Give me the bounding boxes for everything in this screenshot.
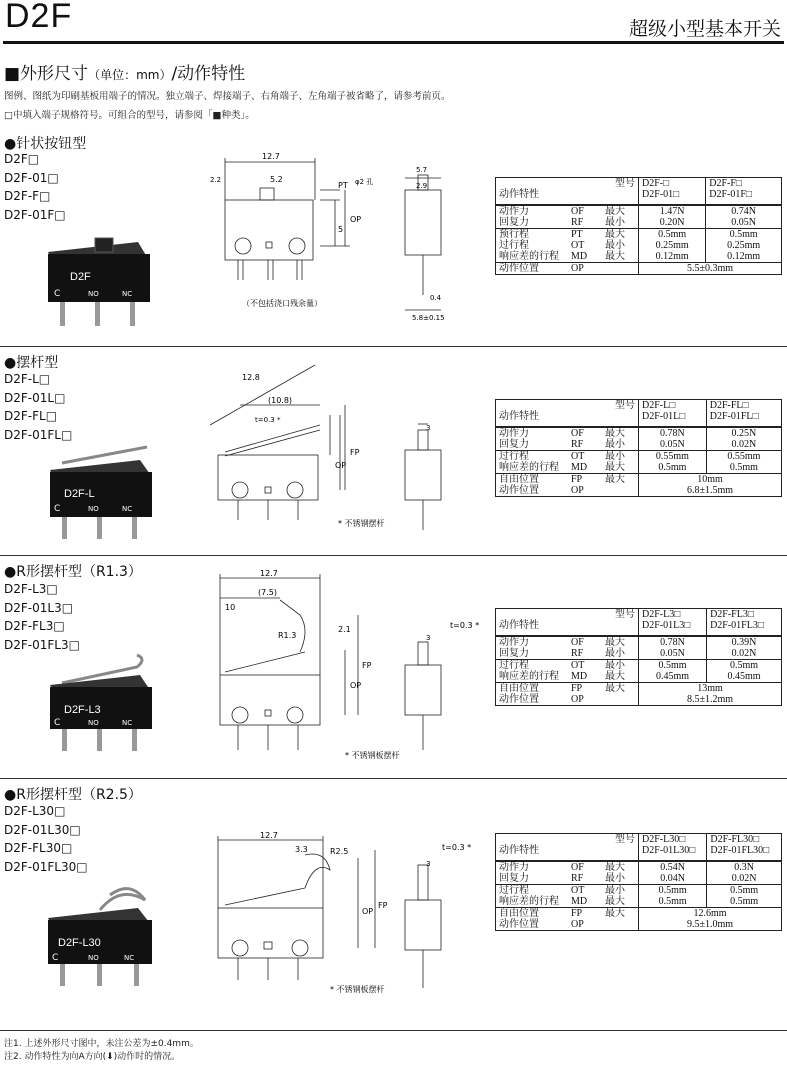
prop-qual	[605, 694, 635, 705]
value-cell	[707, 885, 782, 908]
prop-qual: 最大	[605, 229, 625, 240]
value: 0.12mm	[727, 251, 761, 262]
dim-label: (10.8)	[268, 396, 293, 405]
table-col-header	[706, 178, 782, 206]
dim-label: 3	[426, 634, 431, 642]
block-title: ●摆杆型	[4, 355, 59, 371]
prop-name: 动作位置	[499, 919, 539, 930]
drawing-caption: （不包括浇口残余量）	[242, 299, 322, 308]
prop-name: 动作位置	[499, 694, 539, 705]
drawing-caption: * 不锈钢板摆杆	[330, 985, 385, 994]
prop-cell	[496, 451, 639, 474]
value: 0.74N	[731, 206, 756, 217]
prop-name: 动作力	[499, 862, 529, 873]
intro-line-2: □中填入端子规格符号。可组合的型号，请参阅「■种类」。	[4, 110, 255, 121]
table-header-cell	[496, 609, 639, 637]
prop-qual: 最大	[605, 637, 625, 648]
value: 0.5mm	[658, 229, 687, 240]
value: 0.5mm	[658, 896, 687, 907]
prop-abbr: FP	[571, 683, 583, 694]
prop-qual: 最大	[605, 206, 625, 217]
section-divider	[0, 1030, 787, 1031]
col-model: D2F-L30□	[642, 834, 686, 845]
value: 0.5mm	[729, 229, 758, 240]
prop-abbr: RF	[571, 648, 584, 659]
col-model: D2F-01□	[642, 189, 680, 200]
prop-cell	[496, 263, 639, 275]
value: 0.3N	[734, 862, 755, 873]
prop-abbr: OP	[571, 694, 584, 705]
prop-qual	[605, 919, 635, 930]
photo-label: D2F-L	[64, 488, 95, 500]
prop-name: 响应差的行程	[499, 251, 559, 262]
op-label: OP	[362, 907, 374, 916]
value: 0.5mm	[730, 885, 759, 896]
prop-abbr: OF	[571, 862, 584, 873]
prop-name: 自由位置	[499, 908, 539, 919]
col-model: D2F-F□	[709, 178, 742, 189]
value: 5.5±0.3mm	[686, 263, 734, 274]
value: 12.6mm	[693, 908, 727, 919]
section-title-unit: （单位：mm）	[88, 68, 172, 82]
terminal-com-label: C	[54, 718, 61, 728]
prop-abbr: FP	[571, 908, 583, 919]
op-label: OP	[335, 461, 347, 470]
prop-name: 动作位置	[499, 485, 539, 496]
prop-name: 回复力	[499, 648, 529, 659]
model-item: D2F-L3□	[4, 582, 58, 596]
table-col-header	[707, 834, 782, 862]
terminal-com-label: C	[54, 504, 61, 514]
prop-name: 动作力	[499, 428, 529, 439]
prop-name: 预行程	[499, 229, 529, 240]
col-model: D2F-01L30□	[642, 845, 696, 856]
value-cell	[706, 427, 781, 451]
prop-qual: 最小	[605, 885, 625, 896]
spec-table	[495, 608, 782, 706]
model-item: D2F-01□	[4, 170, 59, 185]
terminal-nc-label: NC	[122, 505, 133, 513]
prop-name: 响应差的行程	[499, 671, 559, 682]
col-model: D2F-L3□	[642, 609, 681, 620]
prop-abbr: OT	[571, 240, 585, 251]
section-title	[4, 59, 245, 84]
header-rule	[3, 41, 784, 44]
value: 0.45mm	[656, 671, 690, 682]
section-title-main: ■外形尺寸	[4, 64, 89, 84]
block-title: ●R形摆杆型（R2.5）	[4, 787, 142, 803]
value-cell	[639, 885, 707, 908]
terminal-nc-label: NC	[122, 290, 133, 298]
model-item: D2F-01FL3□	[4, 637, 80, 652]
value-cell	[639, 229, 706, 263]
dim-label: 12.8	[242, 373, 260, 382]
dim-label: 2.9	[416, 182, 428, 190]
prop-qual: 最大	[605, 683, 625, 694]
table-head-model: 型号	[615, 178, 635, 189]
prop-qual: 最大	[605, 428, 625, 439]
col-model: D2F-L□	[642, 400, 676, 411]
switch-photo	[42, 655, 162, 755]
table-head-prop: 动作特性	[499, 189, 539, 200]
prop-abbr: OT	[571, 885, 585, 896]
prop-abbr: OP	[571, 263, 584, 274]
prop-qual: 最小	[605, 439, 625, 450]
value: 0.5mm	[658, 462, 687, 473]
dimension-drawing	[180, 570, 480, 765]
value-cell	[639, 427, 707, 451]
table-head-model: 型号	[615, 400, 635, 411]
fp-label: FP	[350, 448, 360, 457]
dim-label: 5.8±0.15	[412, 314, 445, 322]
prop-cell	[496, 229, 639, 263]
drawing-caption: * 不锈钢板摆杆	[345, 751, 400, 760]
value: 0.5mm	[730, 896, 759, 907]
drawing-caption: * 不锈钢摆杆	[338, 519, 385, 528]
dim-label: (7.5)	[258, 588, 277, 597]
value-cell	[639, 908, 782, 931]
value: 0.20N	[659, 217, 685, 228]
photo-label: D2F	[70, 271, 91, 283]
prop-abbr: MD	[571, 251, 588, 262]
value: 0.04N	[660, 873, 686, 884]
value: 0.05N	[660, 439, 685, 450]
prop-qual: 最大	[605, 462, 625, 473]
prop-name: 动作力	[499, 637, 529, 648]
prop-qual: 最大	[605, 251, 625, 262]
prop-qual: 最大	[605, 908, 625, 919]
prop-abbr: MD	[571, 462, 588, 473]
col-model: D2F-□	[642, 178, 670, 189]
model-item: D2F-01FL□	[4, 427, 73, 442]
terminal-com-label: C	[54, 289, 61, 299]
value: 0.45mm	[727, 671, 761, 682]
prop-qual: 最大	[605, 671, 625, 682]
prop-abbr: OF	[571, 637, 584, 648]
col-model: D2F-01FL□	[709, 411, 759, 422]
col-model: D2F-01L□	[642, 411, 686, 422]
dim-label: 10	[225, 603, 236, 612]
prop-abbr: OF	[571, 206, 584, 217]
prop-abbr: OT	[571, 451, 585, 462]
value: 0.25N	[731, 428, 757, 439]
model-list	[4, 802, 88, 876]
prop-cell	[496, 683, 639, 706]
dim-label: 3	[426, 424, 431, 432]
value: 10mm	[697, 474, 723, 485]
value: 0.02N	[731, 648, 757, 659]
prop-abbr: OF	[571, 428, 584, 439]
section-divider	[0, 346, 787, 347]
model-item: D2F-01FL30□	[4, 859, 88, 874]
value: 0.78N	[660, 428, 685, 439]
model-list	[4, 580, 80, 654]
value: 0.02N	[731, 873, 757, 884]
prop-name: 自由位置	[499, 474, 539, 485]
prop-abbr: RF	[571, 217, 584, 228]
prop-abbr: OT	[571, 660, 585, 671]
value-cell	[707, 660, 782, 683]
prop-qual: 最小	[605, 217, 625, 228]
dim-label: 2.2	[210, 176, 222, 184]
model-item: D2F-FL□	[4, 409, 58, 423]
value: 9.5±1.0mm	[686, 919, 734, 930]
section-divider	[0, 778, 787, 779]
dim-label: 12.7	[262, 152, 280, 161]
prop-cell	[496, 205, 639, 229]
prop-cell	[496, 861, 639, 885]
section-divider	[0, 555, 787, 556]
model-item: D2F-01F□	[4, 207, 66, 222]
prop-qual: 最小	[605, 873, 625, 884]
prop-name: 响应差的行程	[499, 462, 559, 473]
value: 13mm	[697, 683, 723, 694]
value-cell	[707, 861, 782, 885]
dim-label: 5	[338, 225, 344, 234]
dim-label: 0.4	[430, 294, 442, 302]
switch-photo	[42, 445, 162, 545]
model-item: D2F-L□	[4, 372, 51, 386]
prop-qual: 最小	[605, 240, 625, 251]
col-model: D2F-FL3□	[710, 609, 754, 620]
value-cell	[639, 660, 707, 683]
value: 6.8±1.5mm	[686, 485, 734, 496]
prop-qual: 最大	[605, 862, 625, 873]
col-model: D2F-01F□	[709, 189, 752, 200]
terminal-nc-label: NC	[122, 719, 133, 727]
col-model: D2F-FL□	[709, 400, 749, 411]
dim-label: t=0.3 *	[255, 416, 281, 424]
model-item: D2F-01L□	[4, 390, 66, 405]
model-item: D2F-01L30□	[4, 822, 81, 837]
prop-name: 响应差的行程	[499, 896, 559, 907]
prop-name: 过行程	[499, 885, 529, 896]
value: 1.47N	[659, 206, 685, 217]
dim-label: 3	[426, 860, 431, 868]
table-header-cell	[496, 834, 639, 862]
value-cell	[639, 474, 782, 497]
prop-qual: 最小	[605, 648, 625, 659]
fp-label: FP	[378, 901, 388, 910]
prop-qual	[605, 485, 635, 496]
table-head-model: 型号	[615, 609, 635, 620]
product-subtitle: 超级小型基本开关	[628, 18, 781, 40]
prop-qual: 最小	[605, 451, 625, 462]
fp-label: FP	[362, 661, 372, 670]
table-header-cell	[496, 178, 639, 206]
prop-abbr: RF	[571, 873, 584, 884]
value: 0.39N	[731, 637, 757, 648]
value: 0.5mm	[658, 885, 687, 896]
prop-name: 自由位置	[499, 683, 539, 694]
prop-name: 动作力	[499, 206, 529, 217]
footnote: 注1. 上述外形尺寸图中，未注公差为±0.4mm。	[4, 1039, 199, 1049]
prop-abbr: OP	[571, 485, 584, 496]
table-col-header	[639, 834, 707, 862]
prop-name: 过行程	[499, 660, 529, 671]
value: 0.12mm	[655, 251, 689, 262]
table-col-header	[707, 609, 782, 637]
table-head-prop: 动作特性	[499, 620, 539, 631]
prop-abbr: MD	[571, 671, 588, 682]
table-col-header	[639, 400, 707, 428]
value: 0.25mm	[727, 240, 761, 251]
value: 0.25mm	[655, 240, 689, 251]
model-item: D2F□	[4, 152, 40, 166]
value: 0.02N	[731, 439, 757, 450]
model-item: D2F-FL30□	[4, 841, 73, 855]
terminal-no-label: NO	[88, 290, 99, 298]
prop-name: 动作位置	[499, 263, 539, 274]
value: 0.54N	[660, 862, 686, 873]
table-head-model: 型号	[615, 834, 635, 845]
prop-cell	[496, 427, 639, 451]
model-list	[4, 150, 66, 224]
spec-table	[495, 399, 782, 497]
value-cell	[639, 205, 706, 229]
section-title-tail: /动作特性	[171, 64, 246, 84]
value: 0.5mm	[730, 660, 759, 671]
table-col-header	[639, 609, 707, 637]
prop-name: 回复力	[499, 439, 529, 450]
terminal-no-label: NO	[88, 954, 99, 962]
prop-abbr: FP	[571, 474, 583, 485]
model-item: D2F-FL3□	[4, 619, 65, 633]
prop-name: 回复力	[499, 873, 529, 884]
value-cell	[639, 683, 782, 706]
prop-name: 回复力	[499, 217, 529, 228]
value-cell	[639, 861, 707, 885]
model-item: D2F-L30□	[4, 804, 66, 818]
spec-table	[495, 177, 782, 275]
prop-qual: 最大	[605, 896, 625, 907]
dim-label: R2.5	[330, 847, 349, 856]
value-cell	[639, 636, 707, 660]
table-col-header	[706, 400, 781, 428]
value-cell	[706, 229, 782, 263]
table-col-header	[639, 178, 706, 206]
value: 0.5mm	[729, 462, 758, 473]
prop-name: 过行程	[499, 240, 529, 251]
prop-cell	[496, 636, 639, 660]
prop-abbr: PT	[571, 229, 583, 240]
table-header-cell	[496, 400, 639, 428]
product-name: D2F	[5, 0, 73, 35]
value-cell	[639, 263, 782, 275]
value: 0.05N	[660, 648, 685, 659]
value: 0.55mm	[727, 451, 761, 462]
col-model: D2F-01L3□	[642, 620, 691, 631]
col-model: D2F-01FL3□	[710, 620, 764, 631]
value: 0.05N	[731, 217, 756, 228]
switch-photo	[40, 880, 165, 990]
intro-line-1: 图例、图纸为印刷基板用端子的情况。独立端子、焊接端子、右角端子、左角端子被省略了，请参考前页。	[4, 91, 451, 102]
value-cell	[639, 451, 707, 474]
prop-qual: 最小	[605, 660, 625, 671]
dimension-drawing	[180, 830, 480, 1000]
dimension-drawing	[180, 150, 470, 330]
dim-label: 12.7	[260, 569, 278, 578]
prop-qual	[605, 263, 635, 274]
prop-name: 过行程	[499, 451, 529, 462]
prop-cell	[496, 885, 639, 908]
photo-label: D2F-L3	[64, 704, 101, 716]
prop-qual: 最大	[605, 474, 625, 485]
table-head-prop: 动作特性	[499, 845, 539, 856]
model-item: D2F-F□	[4, 189, 51, 203]
prop-abbr: OP	[571, 919, 584, 930]
footnote: 注2. 动作特性为向A方向(⬇)动作时的情况。	[4, 1052, 181, 1062]
prop-cell	[496, 908, 639, 931]
value-cell	[706, 205, 782, 229]
prop-cell	[496, 474, 639, 497]
model-list	[4, 370, 72, 444]
dim-label: 5.7	[416, 166, 428, 174]
dim-label: t=0.3 *	[450, 621, 480, 630]
value-cell	[707, 636, 782, 660]
dim-label: 3.3	[295, 845, 308, 854]
op-label: OP	[350, 215, 362, 224]
dim-label: t=0.3 *	[442, 843, 472, 852]
prop-abbr: RF	[571, 439, 584, 450]
dim-label: 5.2	[270, 175, 283, 184]
terminal-no-label: NO	[88, 719, 99, 727]
value-cell	[706, 451, 781, 474]
value: 0.78N	[660, 637, 685, 648]
terminal-nc-label: NC	[124, 954, 135, 962]
dim-label: 2.1	[338, 625, 351, 634]
dimension-drawing	[180, 360, 470, 540]
col-model: D2F-FL30□	[710, 834, 760, 845]
prop-cell	[496, 660, 639, 683]
block-title: ●R形摆杆型（R1.3）	[4, 564, 142, 580]
value: 0.5mm	[658, 660, 687, 671]
model-item: D2F-01L3□	[4, 600, 74, 615]
terminal-no-label: NO	[88, 505, 99, 513]
dim-label: 12.7	[260, 831, 278, 840]
dim-label: R1.3	[278, 631, 297, 640]
col-model: D2F-01FL30□	[710, 845, 770, 856]
spec-table	[495, 833, 782, 931]
terminal-com-label: C	[52, 953, 59, 963]
value: 0.55mm	[655, 451, 689, 462]
pt-label: PT	[338, 181, 348, 190]
photo-label: D2F-L30	[58, 937, 101, 949]
value: 8.5±1.2mm	[686, 694, 734, 705]
block-title: ●针状按钮型	[4, 136, 87, 152]
op-label: OP	[350, 681, 362, 690]
prop-abbr: MD	[571, 896, 588, 907]
hole-label: φ2 孔	[355, 178, 374, 186]
table-head-prop: 动作特性	[499, 411, 539, 422]
switch-photo	[40, 232, 160, 332]
